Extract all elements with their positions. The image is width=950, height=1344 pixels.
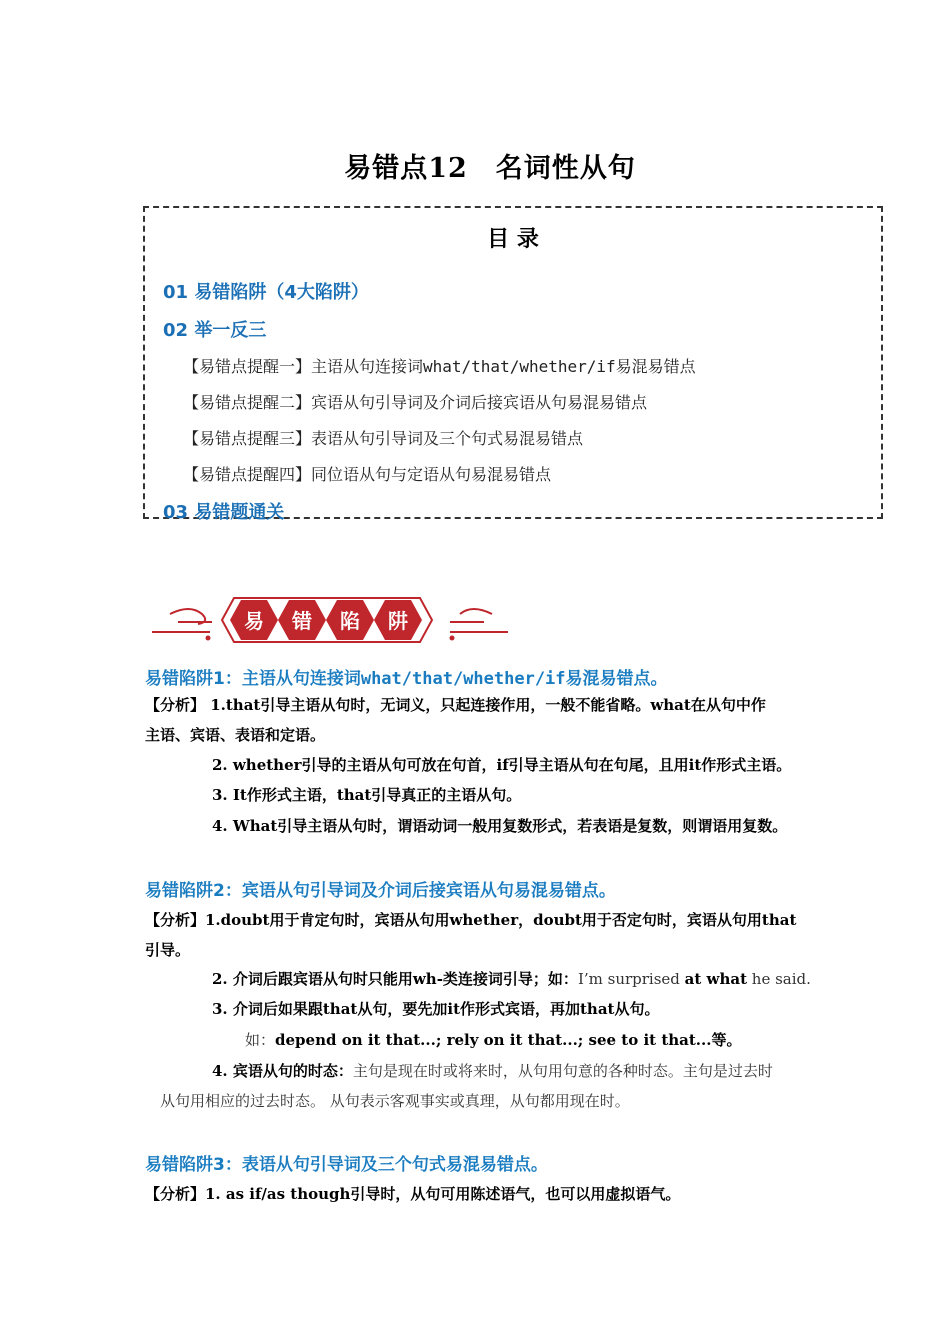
toc-section-traps[interactable]: 01 易错陷阱（4大陷阱）: [163, 282, 369, 303]
trap-2-title: 易错陷阱2：宾语从句引导词及介词后接宾语从句易混易错点。: [145, 881, 616, 901]
trap-3-analysis: 【分析】1. as if/as though引导时，从句可用陈述语气，也可以用虚拟语气。: [145, 1185, 681, 1203]
trap-1-title-b: 易混易错点。: [565, 669, 668, 689]
trap-2-point-4-cont: 从句用相应的过去时态。 从句表示客观事实或真理，从句都用现在时。: [160, 1092, 630, 1110]
toc-section-exercises[interactable]: 03 易错题通关: [163, 502, 285, 523]
trap-2-point-2-d: he said.: [747, 970, 811, 988]
table-of-contents: [143, 206, 883, 523]
trap-1-point-4: 4. What引导主语从句时，谓语动词一般用复数形式，若表语是复数，则谓语用复数。: [212, 817, 788, 835]
toc-section-examples[interactable]: 02 举一反三: [163, 320, 267, 341]
trap-2-analysis-cont: 引导。: [145, 941, 191, 959]
trap-1-point-2: 2. whether引导的主语从句可放在句首，if引导主语从句在句尾，且用it作形式主语。: [212, 756, 792, 774]
toc-item-2[interactable]: 【易错点提醒二】宾语从句引导词及介词后接宾语从句易混易错点: [183, 393, 648, 412]
trap-1-title: [145, 664, 668, 689]
trap-2-point-4-label: 4. 宾语从句的时态：: [212, 1062, 353, 1080]
trap-2-point-2-c: at what: [684, 970, 748, 988]
document-title: 易错点12 名词性从句: [344, 153, 636, 184]
trap-1-point-3: 3. It作形式主语，that引导真正的主语从句。: [212, 786, 522, 804]
trap-3-title: 易错陷阱3：表语从句引导词及三个句式易混易错点。: [145, 1155, 548, 1175]
trap-1-analysis-cont: 主语、宾语、表语和定语。: [145, 726, 326, 744]
trap-2-point-4-text: 主句是现在时或将来时，从句用句意的各种时态。主句是过去时: [352, 1062, 773, 1080]
toc-item-4[interactable]: 【易错点提醒四】同位语从句与定语从句易混易错点: [183, 465, 552, 484]
trap-banner: [150, 590, 510, 650]
banner-char-2: 错: [292, 609, 312, 633]
trap-2-point-2-a: 2. 介词后跟宾语从句时只能用wh-类连接词引导；如：: [212, 970, 578, 988]
trap-2-point-4: [212, 1061, 773, 1081]
banner-char-3: 陷: [340, 609, 360, 633]
trap-2-analysis: 【分析】1.doubt用于肯定句时，宾语从句用whether，doubt用于否定句时，宾语从句用that: [145, 911, 797, 929]
banner-char-4: 阱: [388, 609, 408, 633]
trap-1-analysis: 【分析】 1.that引导主语从句时，无词义，只起连接作用，一般不能省略。what在从句中作: [145, 696, 766, 714]
trap-2-point-2: [212, 969, 811, 989]
toc-heading: 目 录: [487, 227, 539, 252]
banner-char-1: 易: [244, 609, 264, 633]
trap-2-point-3: 3. 介词后如果跟that从句，要先加it作形式宾语，再加that从句。: [212, 1000, 660, 1018]
trap-2-point-2-b: I’m surprised: [577, 970, 685, 988]
trap-1-title-a: 易错陷阱1：主语从句连接词: [145, 669, 361, 689]
toc-item-1[interactable]: 【易错点提醒一】主语从句连接词what/that/whether/if易混易错点: [183, 357, 696, 376]
trap-1-title-code: what/that/whether/if: [360, 669, 566, 689]
trap-2-example-text: depend on it that...; rely on it that...; see to it that...等。: [275, 1031, 742, 1049]
trap-2-example-label: 如：: [245, 1031, 276, 1049]
toc-item-3[interactable]: 【易错点提醒三】表语从句引导词及三个句式易混易错点: [183, 429, 584, 448]
trap-2-point-3-example: [245, 1030, 741, 1050]
